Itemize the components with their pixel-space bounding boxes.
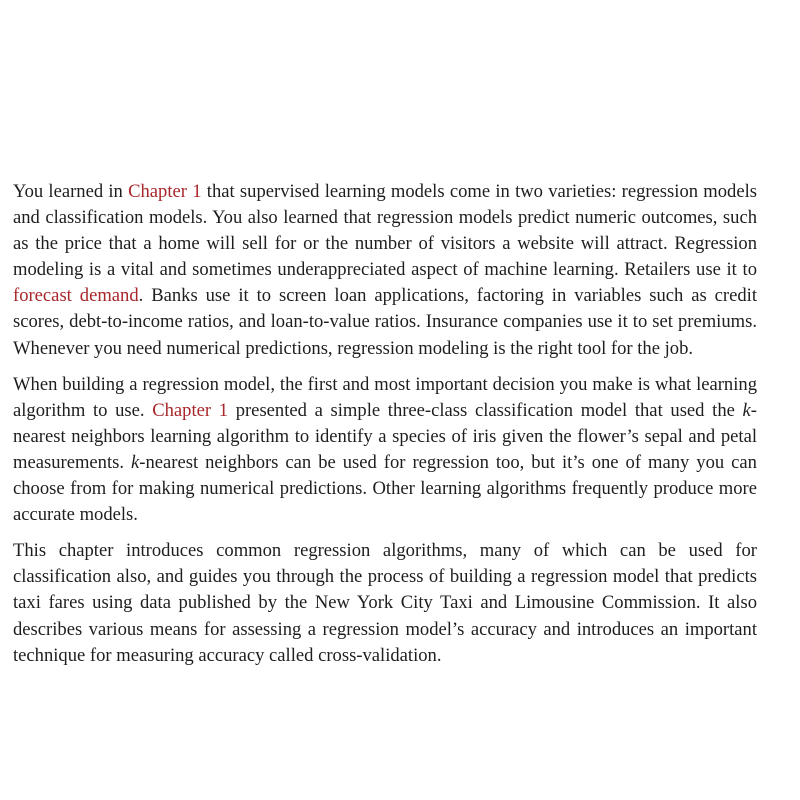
chapter-1-link[interactable]: Chapter 1 <box>152 399 229 421</box>
paragraph-text: -nearest neighbors can be used for regression too, but it’s one of many you can choose from for making numerical predictions. Other learning algorithms frequently produce more accurate models. <box>13 451 757 526</box>
paragraph-text: presented a simple three-class classification model that used the <box>228 399 743 421</box>
text-body <box>13 179 757 669</box>
k-variable: k <box>131 451 140 473</box>
paragraph-text: -nearest neighbors learning algorithm to identify a species of iris given the flower’s sepal and petal measurements. <box>13 399 757 473</box>
paragraph-3: This chapter introduces common regression algorithms, many of which can be used for classification also, and guides you through the process of building a regression model that predicts taxi fares using data published by the New York City Taxi and Limousine Commission. It also describes various means for assessing a regression model’s accuracy and introduces an important technique for measuring accuracy called cross-validation. <box>13 540 757 666</box>
k-variable: k <box>742 399 751 421</box>
paragraph-text: When building a regression model, the first and most important decision you make is what learning algorithm to use. <box>13 373 757 421</box>
forecast-demand-link[interactable]: forecast demand <box>13 285 139 307</box>
paragraph-1 <box>13 179 757 362</box>
chapter-1-link[interactable]: Chapter 1 <box>128 181 202 202</box>
paragraph-text: You learned in <box>13 181 129 202</box>
paragraph-text: that supervised learning models come in two varieties: regression models and classification models. You also learned that regression models predict numeric outcomes, such as the price that a home will sell for or the number of visitors a website will attract. Regression modeling is a vital and sometimes underappreciated aspect of machine learning. Retailers use it to <box>13 181 758 281</box>
paragraph-text: . Banks use it to screen loan applications, factoring in variables such as credit scores, debt-to-income ratios, and loan-to-value ratios. Insurance companies use it to set premiums. Whenever you need numerical predictions, regression modeling is the right tool for the job. <box>13 285 757 359</box>
paragraph-2 <box>13 372 757 529</box>
